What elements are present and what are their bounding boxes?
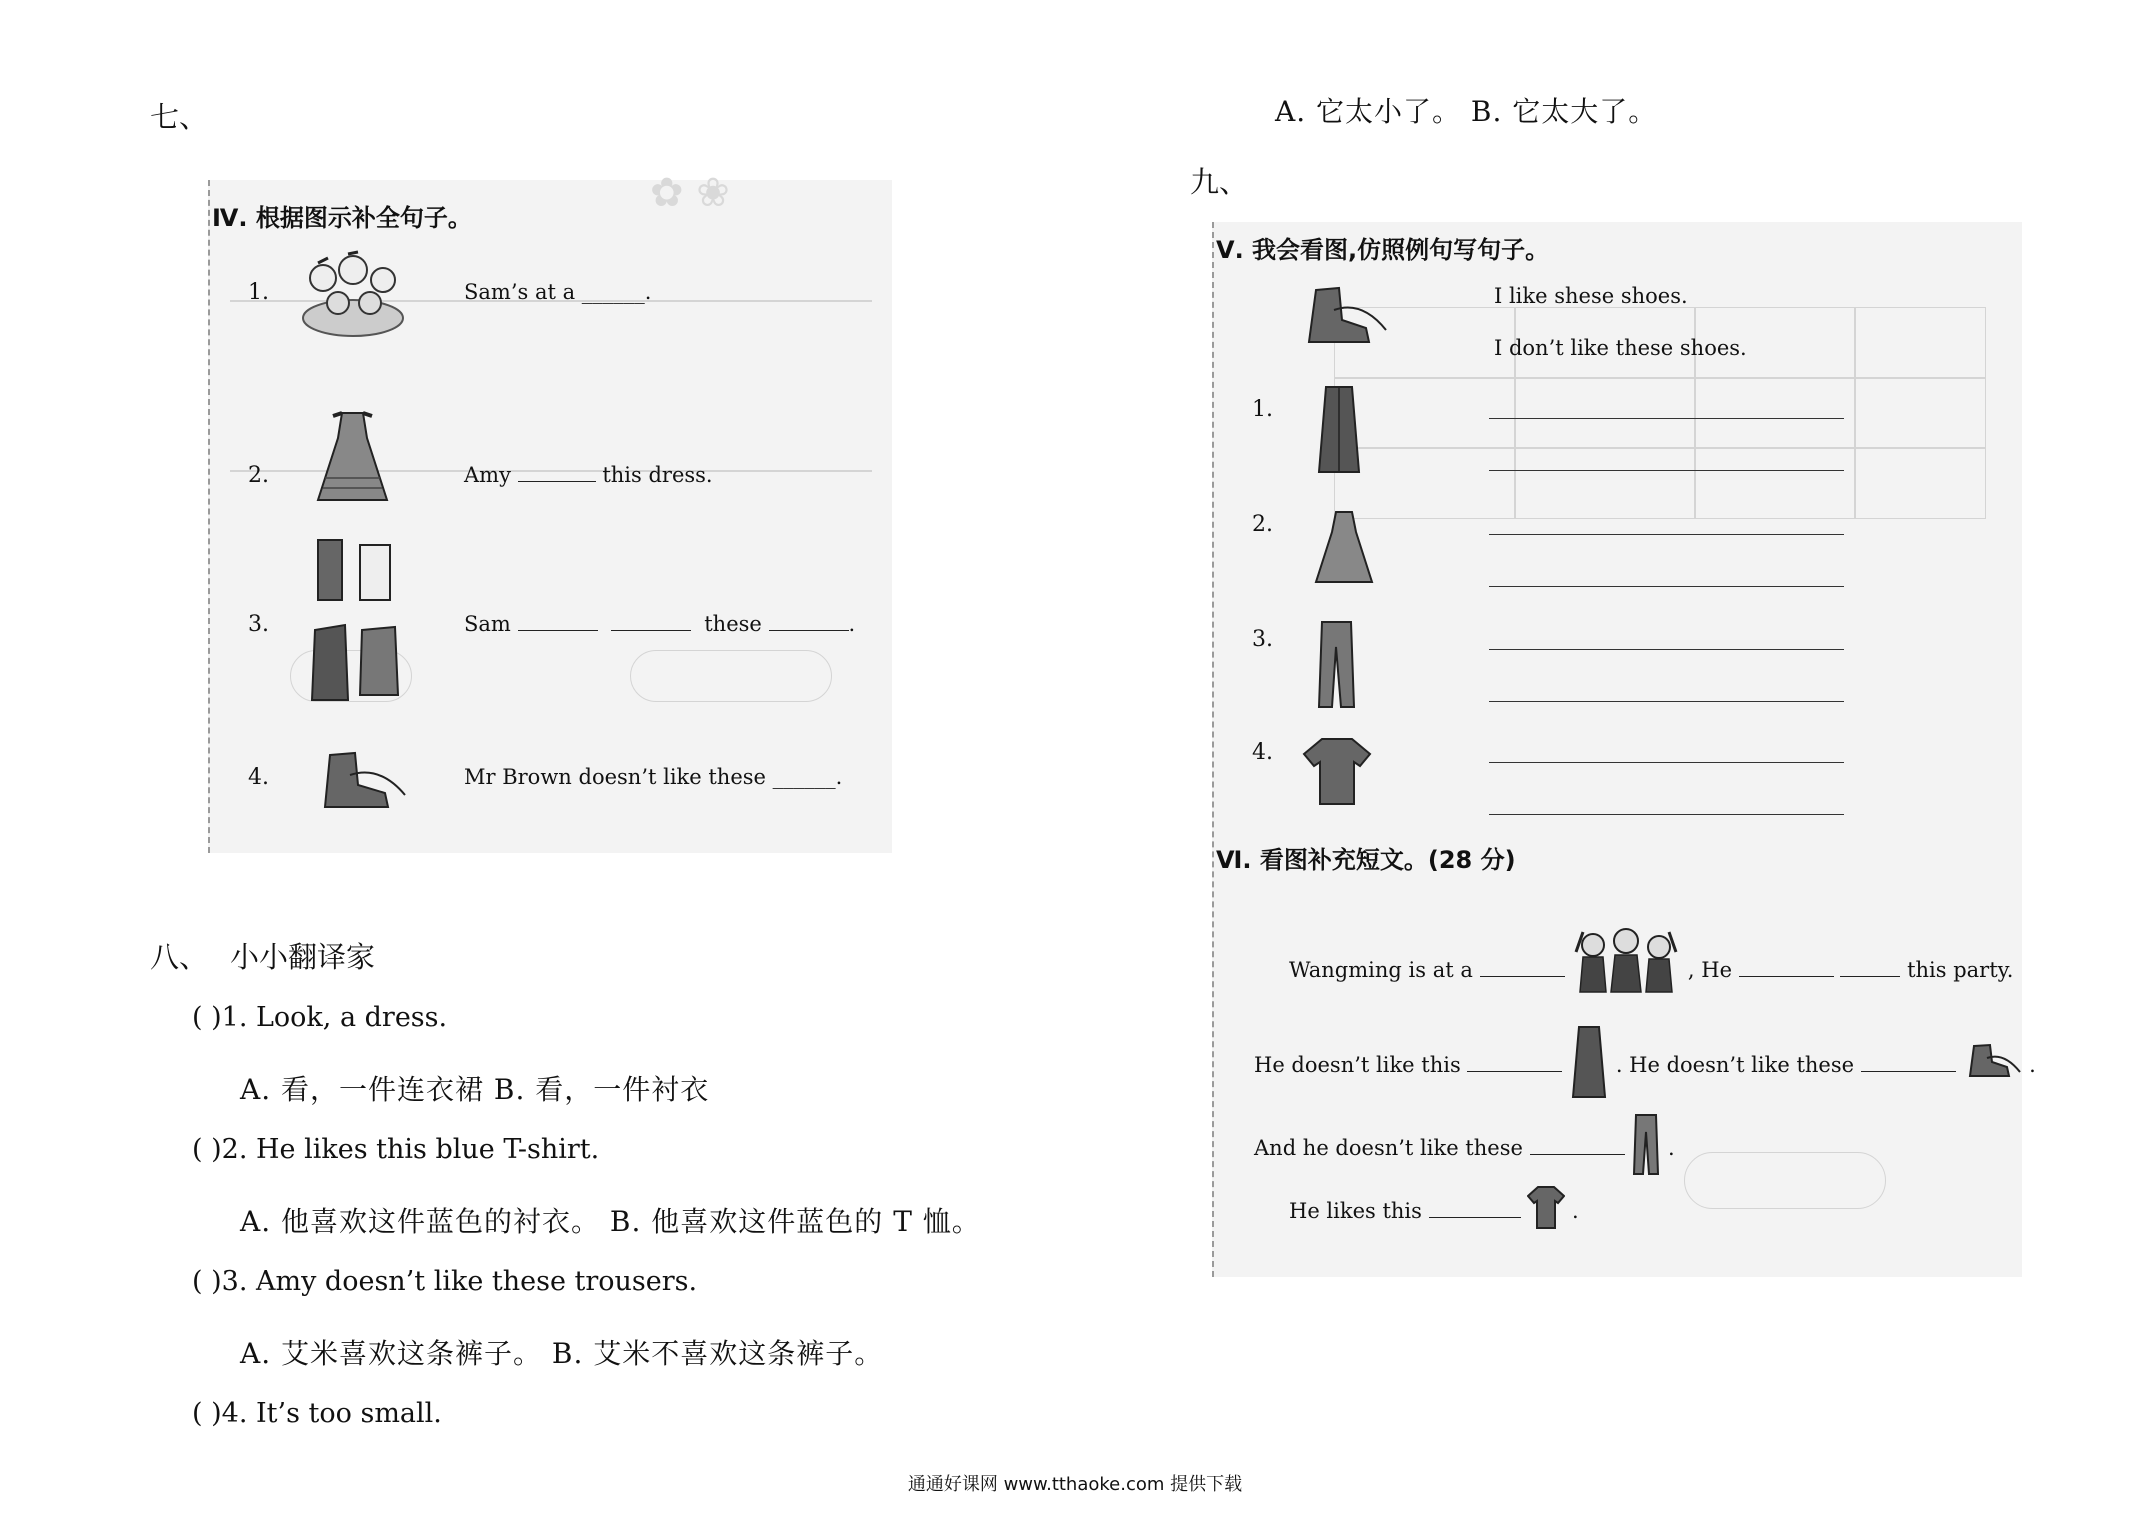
question-1: ( )1. Look, a dress. [192, 1002, 448, 1033]
item-number: 3. [1252, 627, 1273, 652]
item-3-pre: Sam [464, 612, 511, 636]
passage-line-1 [1289, 927, 2013, 997]
answer-line[interactable] [1489, 701, 1844, 702]
item-3-end: . [848, 612, 856, 636]
passage-4b: . [1571, 1199, 1579, 1223]
passage-1b: , He [1687, 958, 1732, 982]
exercise-iv-scan [208, 170, 892, 853]
item-number: 3. [248, 612, 269, 637]
item-number: 2. [1252, 512, 1273, 537]
item-number: 1. [1252, 397, 1273, 422]
passage-line-3 [1254, 1112, 1675, 1177]
shoes-picture [310, 745, 410, 815]
section-8-title: 小小翻译家 [230, 940, 376, 974]
section-9-label: 九、 [1190, 165, 1249, 199]
answer-blank[interactable] [1840, 958, 1900, 977]
item-2-post: this dress. [602, 463, 713, 487]
item-3-text [464, 612, 855, 636]
dress-picture [1314, 507, 1374, 587]
question-4: ( )4. It’s too small. [192, 1398, 442, 1429]
clothes-picture [310, 535, 405, 715]
example-sentence-1: I like shese shoes. [1494, 284, 1688, 308]
question-3-options: A. 艾米喜欢这条裤子。 B. 艾米不喜欢这条裤子。 [240, 1337, 884, 1370]
answer-blank[interactable] [518, 612, 598, 631]
example-sentence-2: I don’t like these shoes. [1494, 336, 1747, 360]
item-number: 4. [1252, 740, 1273, 765]
item-number: 1. [248, 280, 269, 305]
shoes-example-picture [1294, 282, 1389, 352]
item-number: 2. [248, 463, 269, 488]
passage-line-4 [1289, 1184, 1579, 1232]
trousers-picture [1631, 1112, 1661, 1177]
item-3-mid: these [704, 612, 762, 636]
answer-line[interactable] [1489, 762, 1844, 763]
bleed-through-mark: ✿ ❀ [650, 170, 730, 216]
passage-2b: . He doesn’t like these [1615, 1053, 1855, 1077]
party-picture [1571, 927, 1681, 997]
answer-line[interactable] [1489, 418, 1844, 419]
faint-oval [1684, 1152, 1886, 1209]
answer-blank[interactable] [1739, 958, 1834, 977]
coat-picture [1314, 382, 1364, 477]
answer-line[interactable] [1489, 649, 1844, 650]
shoes-picture [1962, 1040, 2022, 1080]
item-2-pre: Amy [464, 463, 511, 487]
exercise-vi-heading: Ⅵ. 看图补充短文。(28 分) [1216, 846, 1516, 874]
shirt-picture [1302, 734, 1372, 809]
answer-line[interactable] [1489, 470, 1844, 471]
exercise-v-heading: Ⅴ. 我会看图,仿照例句写句子。 [1216, 236, 1550, 264]
answer-blank[interactable] [769, 612, 849, 631]
faint-rule [1334, 377, 1986, 379]
answer-blank[interactable] [1429, 1199, 1521, 1218]
passage-3b: . [1667, 1136, 1675, 1160]
answer-line[interactable] [1489, 814, 1844, 815]
party-picture [298, 248, 408, 343]
question-1-options: A. 看，一件连衣裙 B. 看，一件衬衣 [240, 1073, 710, 1106]
answer-blank[interactable] [1467, 1053, 1562, 1072]
item-number: 4. [248, 765, 269, 790]
question-4-options: A. 它太小了。 B. 它太大了。 [1275, 95, 1658, 128]
section-7-label: 七、 [150, 100, 209, 134]
section-8-label: 八、 [150, 940, 209, 974]
faint-rule [1854, 307, 1856, 519]
answer-blank[interactable] [611, 612, 691, 631]
passage-4a: He likes this [1289, 1199, 1422, 1223]
item-2-text [464, 463, 713, 487]
exercise-v-vi-scan [1212, 222, 2036, 1277]
question-3: ( )3. Amy doesn’t like these trousers. [192, 1266, 698, 1297]
passage-2c: . [2029, 1053, 2036, 1077]
answer-blank[interactable] [1530, 1136, 1625, 1155]
passage-3a: And he doesn’t like these [1254, 1136, 1523, 1160]
dress-picture [315, 408, 390, 508]
shirt-picture [1527, 1184, 1565, 1232]
answer-line[interactable] [1489, 586, 1844, 587]
answer-blank[interactable] [1480, 958, 1565, 977]
faint-rule [1334, 447, 1986, 449]
question-2-options: A. 他喜欢这件蓝色的衬衣。 B. 他喜欢这件蓝色的 T 恤。 [240, 1205, 981, 1238]
answer-blank[interactable] [518, 463, 596, 482]
answer-line[interactable] [1489, 534, 1844, 535]
passage-1c: this party. [1907, 958, 2014, 982]
page-footer: 通通好课网 www.tthaoke.com 提供下载 [907, 1474, 1243, 1495]
faint-oval [630, 650, 832, 702]
coat-picture [1569, 1022, 1609, 1102]
item-1-text: Sam’s at a ______. [464, 280, 652, 304]
passage-line-2 [1254, 1022, 2036, 1102]
passage-2a: He doesn’t like this [1254, 1053, 1461, 1077]
item-4-text: Mr Brown doesn’t like these ______. [464, 765, 843, 789]
passage-1a: Wangming is at a [1289, 958, 1473, 982]
answer-blank[interactable] [1861, 1053, 1956, 1072]
question-2: ( )2. He likes this blue T-shirt. [192, 1134, 600, 1165]
trousers-picture [1314, 617, 1359, 712]
exercise-iv-heading: Ⅳ. 根据图示补全句子。 [212, 204, 472, 232]
